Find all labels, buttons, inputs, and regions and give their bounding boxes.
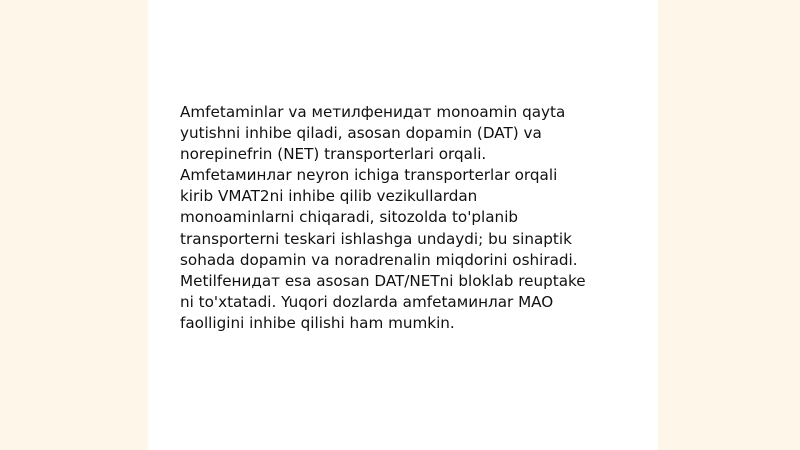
- text-line-8: sohada dopamin va noradrenalin miqdorini oshiradi.: [180, 250, 578, 269]
- text-line-7: transporterni teskari ishlashga undaydi; bu sinaptik: [180, 229, 572, 248]
- text-line-10: ni to'xtatadi. Yuqori dozlarda amfetaминлar MAO: [180, 292, 554, 311]
- text-line-1: Amfetaminlar va метилфенидат monoamin qayta: [180, 103, 566, 121]
- text-line-9: Metilfeнидат esa asosan DAT/NETni bloklab reuptake: [180, 271, 586, 290]
- text-line-3: norepinefrin (NET) transporterlari orqali.: [180, 145, 487, 164]
- text-line-2: yutishni inhibe qiladi, asosan dopamin (DAT) va: [180, 124, 542, 143]
- body-paragraph: [180, 102, 650, 334]
- right-margin: [658, 0, 800, 450]
- text-line-4: Amfetaминлar neyron ichiga transporterlar orqali: [180, 166, 558, 185]
- text-line-11: faolligini inhibe qilishi ham mumkin.: [180, 313, 455, 332]
- document-page: [148, 0, 658, 450]
- text-line-6: monoaminlarni chiqaradi, sitozolda to'planib: [180, 208, 519, 227]
- left-margin: [0, 0, 148, 450]
- text-line-5: kirib VMAT2ni inhibe qilib vezikullardan: [180, 187, 478, 206]
